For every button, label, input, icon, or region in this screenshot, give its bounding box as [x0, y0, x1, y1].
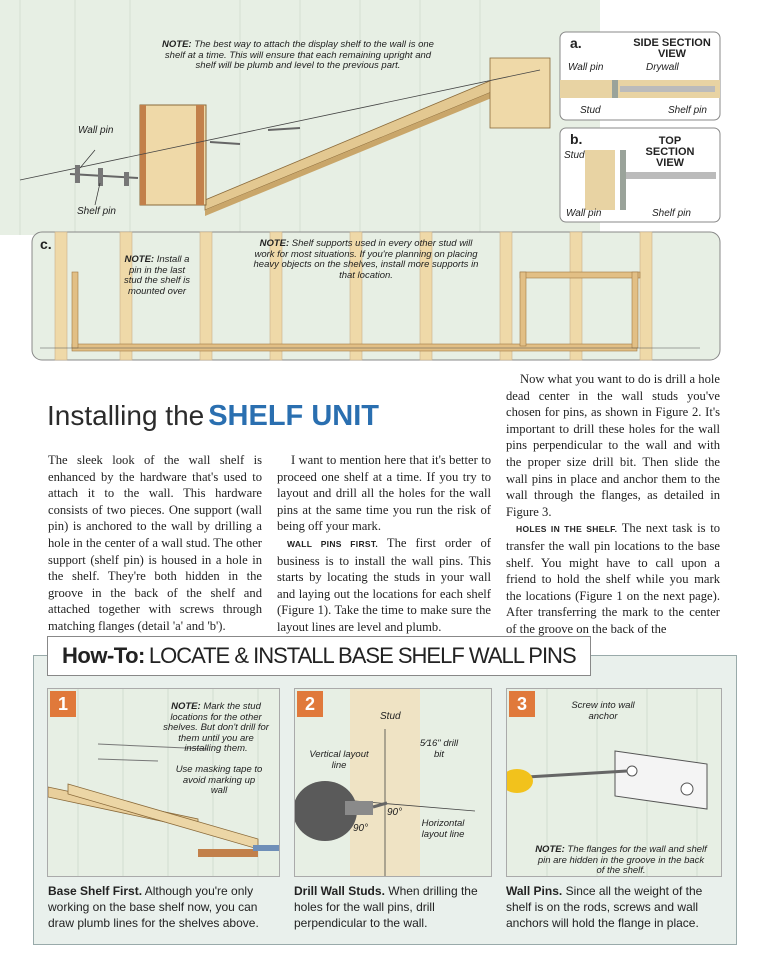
step-1-note: NOTE: Mark the stud locations for the other shelves. But don't drill for them until you are installing them.: [163, 701, 269, 754]
article-col-1: [48, 452, 262, 635]
detail-b-stud: Stud: [564, 150, 585, 161]
detail-c-letter: c.: [40, 236, 52, 252]
detail-b-wall-pin: Wall pin: [566, 208, 602, 219]
step-2-image: [294, 688, 492, 877]
detail-a-letter: a.: [570, 35, 582, 51]
step-1-caption: Base Shelf First. Although you're only working on the base shelf now, you can draw plumb lines for the shelves above.: [48, 884, 259, 930]
top-note: NOTE: The best way to attach the display shelf to the wall is one shelf at a time. This will ensure that each remaining upright and shelf will be plumb and level to the previous part.: [162, 39, 434, 71]
detail-b: [560, 128, 720, 222]
step-1-number: 1: [50, 691, 76, 717]
title-bold: SHELF UNIT: [208, 400, 379, 432]
howto-header: [47, 636, 591, 676]
col2-runin: WALL PINS FIRST.: [287, 538, 379, 549]
col2-p2: WALL PINS FIRST. The first order of business is to install the wall pins. This starts by locating the studs in your wall and laying out the locations for each shelf (Figure 1). Take the time to make sure the layout lines are level and plumb.: [277, 535, 491, 634]
step-2-90a: 90°: [387, 807, 403, 818]
article-title: [47, 400, 379, 433]
howto-title: LOCATE & INSTALL BASE SHELF WALL PINS: [148, 643, 576, 668]
col1-text: The sleek look of the wall shelf is enhanced by the hardware that's used to attach it to the wall. This hardware consists of two pieces. One support (wall pin) is anchored to the wall by drilling a hole in the center of a wall stud. The other support (shelf pin) is housed in a hole in the shelf. They're both hidden in the groove in the back of the shelf and attached together with screws through matching flanges (detail 'a' and 'b').: [48, 453, 262, 633]
col2-p1: I want to mention here that it's better to proceed one shelf at a time. If you try to layout and drill all the holes for the wall pins at the same time you run the risk of being off your mark.: [277, 453, 491, 534]
step-3-note: NOTE: The flanges for the wall and shelf pin are hidden in the groove in the back of the shelf.: [535, 844, 707, 876]
step-1-tape-label: Use masking tape to avoid marking up wall: [175, 764, 263, 796]
col3-runin: HOLES IN THE SHELF.: [516, 524, 618, 535]
step-3-caption: Wall Pins. Since all the weight of the shelf is on the rods, screws and wall anchors will hold the flange in place.: [506, 884, 703, 930]
step-2-stud: Stud: [380, 711, 401, 722]
step-2-vertical: Vertical layout line: [309, 749, 369, 771]
detail-a: [560, 32, 720, 120]
detail-b-shelf-pin: Shelf pin: [652, 208, 691, 219]
detail-a-drywall: Drywall: [646, 62, 679, 73]
detail-c-note-right: NOTE: Shelf supports used in every other stud will work for most situations. If you're planning on placing heavy objects on the shelves, install more supports in that location.: [253, 238, 479, 281]
article-col-3: [506, 371, 720, 638]
top-figure: [0, 0, 768, 365]
howto-label: How-To:: [62, 643, 145, 668]
detail-a-shelf-pin: Shelf pin: [668, 105, 707, 116]
step-1-image: [47, 688, 280, 877]
step-3-image: [506, 688, 722, 877]
detail-c-note-left: NOTE: Install a pin in the last stud the shelf is mounted over: [123, 254, 190, 297]
article-col-2: [277, 452, 491, 636]
step-2-drill: 5⁄16" drill bit: [419, 738, 459, 760]
detail-a-wall-pin: Wall pin: [568, 62, 604, 73]
col3-p2: HOLES IN THE SHELF. The next task is to transfer the wall pin locations to the base shelf. You might have to call upon a friend to hold the shelf while you mark the locations (Figure 1 on the next page). After transferring the mark to the center of the groove on the back of the: [506, 521, 720, 636]
detail-b-title: TOP SECTION VIEW: [645, 135, 695, 169]
detail-a-title: SIDE SECTION VIEW: [633, 37, 711, 60]
shelf-pin-label: Shelf pin: [77, 206, 116, 217]
step-2-caption: Drill Wall Studs. When drilling the holes for the wall pins, drill perpendicular to the wall.: [294, 884, 478, 930]
col3-p1: Now what you want to do is drill a hole dead center in the wall studs you've chosen for pins, as shown in Figure 2. It's important to drill these holes for the wall pins perpendicular to the wall and with the proper size drill bit. Then slide the wall pins in place and anchor them to the wall through the flanges, as detailed in Figure 3.: [506, 372, 720, 519]
title-light: Installing the: [47, 400, 205, 431]
step-2-horizontal: Horizontal layout line: [421, 818, 465, 840]
detail-a-stud: Stud: [580, 105, 601, 116]
wall-pin-label: Wall pin: [78, 125, 114, 136]
step-3-number: 3: [509, 691, 535, 717]
step-2-90b: 90°: [353, 823, 369, 834]
detail-b-letter: b.: [570, 131, 583, 147]
step-3-screw-label: Screw into wall anchor: [571, 700, 635, 722]
step-2-number: 2: [297, 691, 323, 717]
